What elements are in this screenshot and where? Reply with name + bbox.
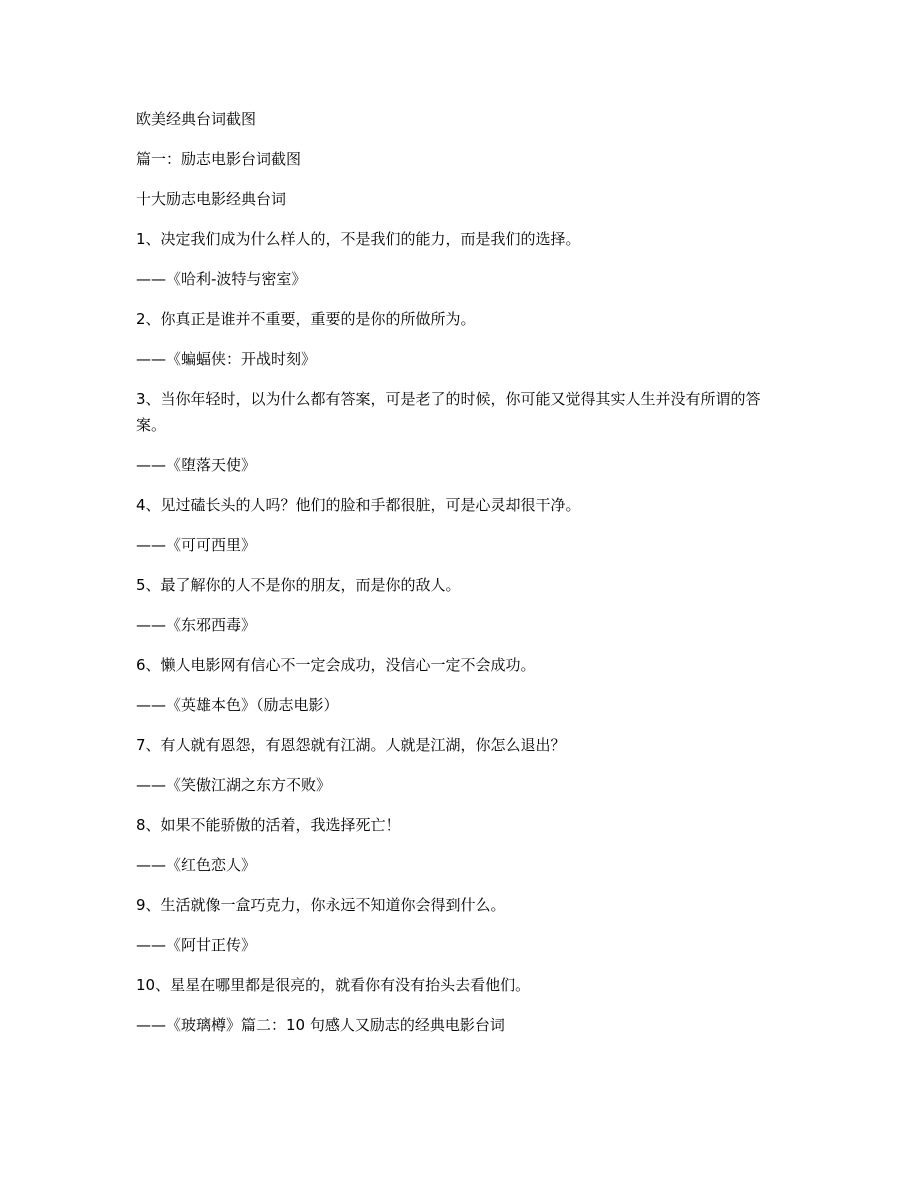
section-heading: 篇一：励志电影台词截图 xyxy=(136,150,302,168)
source-1: ——《哈利-波特与密室》 xyxy=(136,270,307,288)
quote-3: 3、当你年轻时，以为什么都有答案，可是老了的时候，你可能又觉得其实人生并没有所谓的答案。 xyxy=(136,390,761,434)
source-3: ——《堕落天使》 xyxy=(136,456,257,474)
quote-6: 6、懒人电影网有信心不一定会成功，没信心一定不会成功。 xyxy=(136,656,536,674)
source-7: ——《笑傲江湖之东方不败》 xyxy=(136,776,332,794)
source-2: ——《蝙蝠侠：开战时刻》 xyxy=(136,350,317,368)
quote-5: 5、最了解你的人不是你的朋友，而是你的敌人。 xyxy=(136,576,461,594)
quote-10: 10、星星在哪里都是很亮的，就看你有没有抬头去看他们。 xyxy=(136,976,531,994)
source-9: ——《阿甘正传》 xyxy=(136,936,257,954)
source-6: ——《英雄本色》（励志电影） xyxy=(136,696,339,714)
quote-9: 9、生活就像一盒巧克力，你永远不知道你会得到什么。 xyxy=(136,896,506,914)
doc-title: 欧美经典台词截图 xyxy=(136,110,257,128)
quote-8: 8、如果不能骄傲的活着，我选择死亡！ xyxy=(136,816,401,834)
quote-7: 7、有人就有恩怨，有恩怨就有江湖。人就是江湖，你怎么退出？ xyxy=(136,736,566,754)
subheading: 十大励志电影经典台词 xyxy=(136,190,287,208)
source-4: ——《可可西里》 xyxy=(136,536,257,554)
quote-4: 4、见过磕长头的人吗？他们的脸和手都很脏，可是心灵却很干净。 xyxy=(136,496,581,514)
source-8: ——《红色恋人》 xyxy=(136,856,257,874)
document-page xyxy=(136,106,786,1052)
quote-2: 2、你真正是谁并不重要，重要的是你的所做所为。 xyxy=(136,310,476,328)
source-5: ——《东邪西毒》 xyxy=(136,616,257,634)
source-10-and-next-section: ——《玻璃樽》篇二：10 句感人又励志的经典电影台词 xyxy=(136,1016,505,1034)
quote-1: 1、决定我们成为什么样人的，不是我们的能力，而是我们的选择。 xyxy=(136,230,581,248)
